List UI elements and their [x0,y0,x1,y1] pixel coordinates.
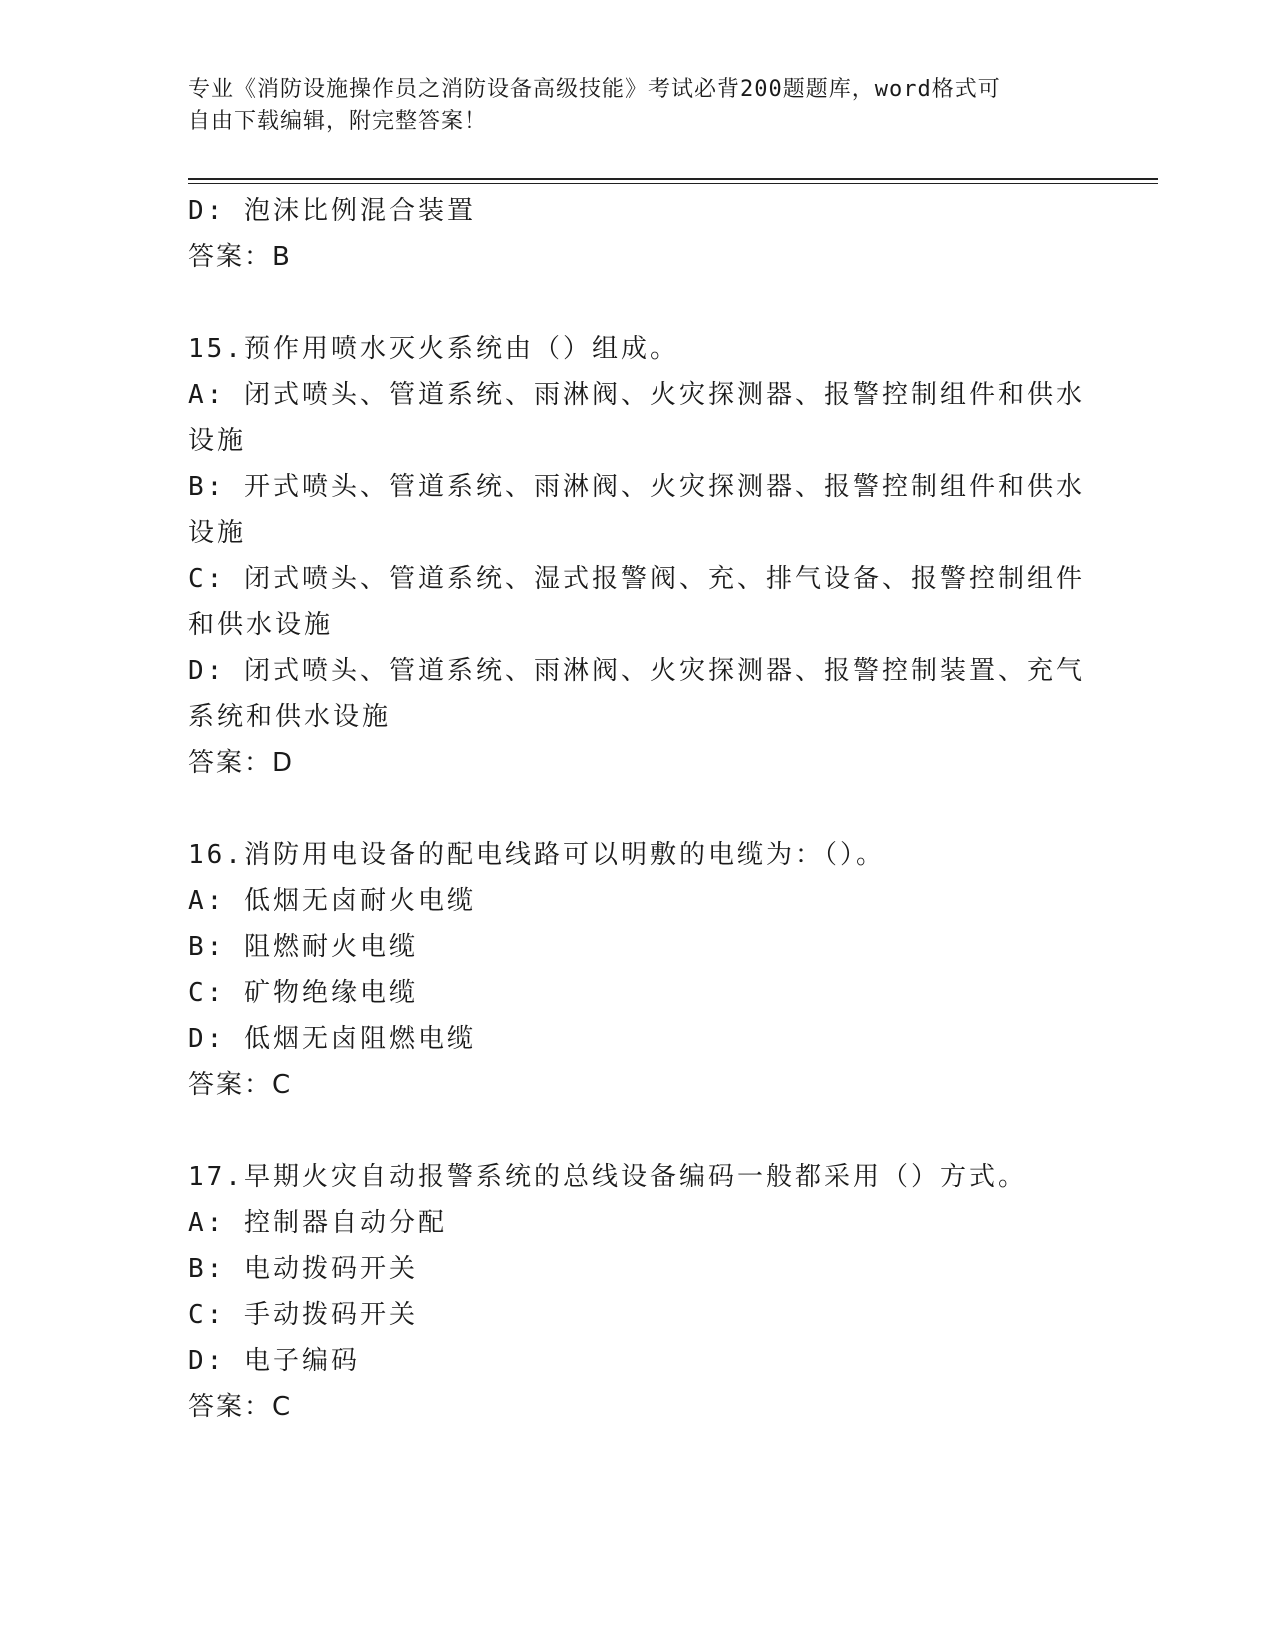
answer-q15: 答案：D [188,748,295,778]
answer-q16: 答案：C [188,1070,293,1100]
answer-q17: 答案：C [188,1392,293,1422]
header-line-1: 专业《消防设施操作员之消防设备高级技能》考试必背200题题库，word格式可 [188,77,1001,102]
answer-q14: 答案：B [188,242,292,272]
option-a-q15: A: 闭式喷头、管道系统、雨淋阀、火灾探测器、报警控制组件和供水 [188,380,1085,410]
question-15: 15.预作用喷水灭火系统由（）组成。 [188,334,679,364]
option-d-q17: D: 电子编码 [188,1346,360,1376]
option-b-q16: B: 阻燃耐火电缆 [188,932,418,962]
option-d-q16: D: 低烟无卤阻燃电缆 [188,1024,476,1054]
spacer [188,280,1088,326]
option-c-q15: C: 闭式喷头、管道系统、湿式报警阀、充、排气设备、报警控制组件 [188,564,1085,594]
option-b-q17: B: 电动拨码开关 [188,1254,418,1284]
question-content [188,188,1088,1430]
spacer [188,1108,1088,1154]
option-d-q14: D: 泡沫比例混合装置 [188,196,476,226]
option-a-q15-cont: 设施 [188,426,247,456]
option-d-q15: D: 闭式喷头、管道系统、雨淋阀、火灾探测器、报警控制装置、充气 [188,656,1085,686]
option-b-q15: B: 开式喷头、管道系统、雨淋阀、火灾探测器、报警控制组件和供水 [188,472,1085,502]
option-b-q15-cont: 设施 [188,518,247,548]
option-a-q17: A: 控制器自动分配 [188,1208,447,1238]
option-c-q15-cont: 和供水设施 [188,610,334,640]
option-c-q17: C: 手动拨码开关 [188,1300,418,1330]
header-divider-thin [188,183,1158,184]
question-17: 17.早期火灾自动报警系统的总线设备编码一般都采用（）方式。 [188,1162,1027,1192]
option-c-q16: C: 矿物绝缘电缆 [188,978,418,1008]
header-divider-thick [188,178,1158,180]
document-header [188,74,1088,138]
header-line-2: 自由下载编辑，附完整答案！ [188,109,488,134]
option-a-q16: A: 低烟无卤耐火电缆 [188,886,476,916]
option-d-q15-cont: 系统和供水设施 [188,702,392,732]
question-16: 16.消防用电设备的配电线路可以明敷的电缆为：（）。 [188,840,885,870]
spacer [188,786,1088,832]
